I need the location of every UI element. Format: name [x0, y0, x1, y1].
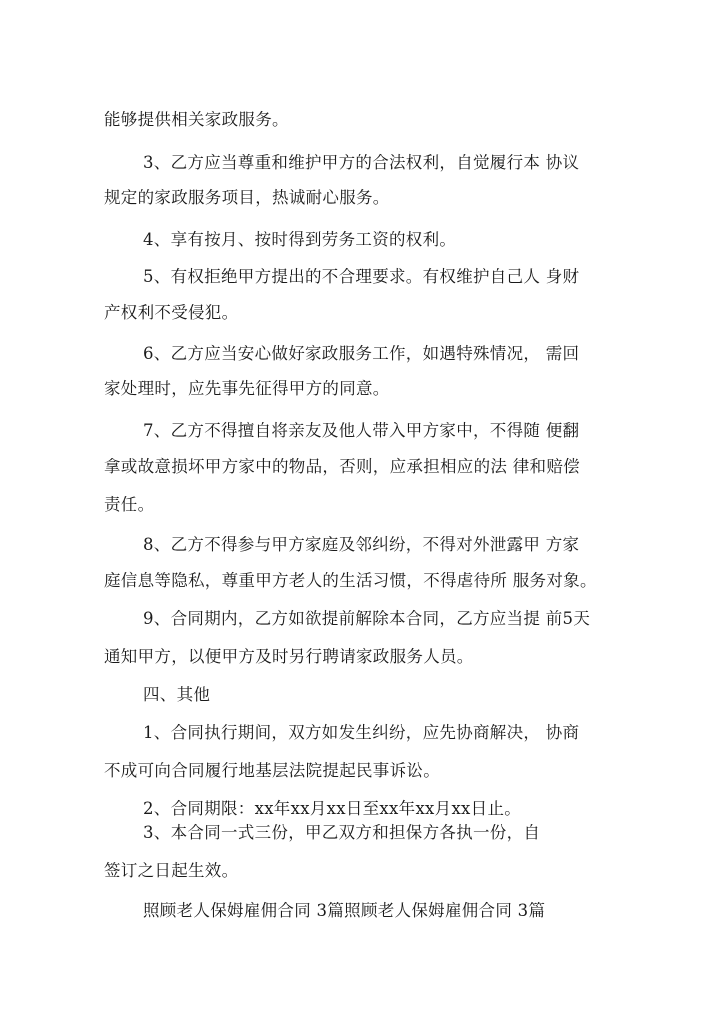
clause-7-line-1: 7、乙方不得擅自将亲友及他人带入甲方家中，不得随 便翻 [143, 421, 580, 440]
clause-5-line-2: 产权利不受侵犯。 [104, 303, 239, 322]
clause-9-line-2: 通知甲方，以便甲方及时另行聘请家政服务人员。 [104, 647, 474, 666]
clause-8-line-2: 庭信息等隐私，尊重甲方老人的生活习惯，不得虐待所 服务对象。 [104, 571, 597, 590]
other-2-line-1: 2、合同期限：xx年xx月xx日至xx年xx月xx日止。 [143, 799, 522, 818]
clause-7-line-3: 责任。 [104, 495, 155, 514]
clause-5-line-1: 5、有权拒绝甲方提出的不合理要求。有权维护自己人 身财 [143, 267, 580, 286]
paragraph-line: 能够提供相关家政服务。 [104, 110, 289, 129]
clause-4-line-1: 4、享有按月、按时得到劳务工资的权利。 [143, 230, 457, 249]
clause-3-line-1: 3、乙方应当尊重和维护甲方的合法权利，自觉履行本 协议 [143, 153, 580, 172]
footer-title: 照顾老人保姆雇佣合同 3篇照顾老人保姆雇佣合同 3篇 [143, 901, 546, 920]
clause-7-line-2: 拿或故意损坏甲方家中的物品，否则，应承担相应的法 律和赔偿 [104, 457, 580, 476]
clause-3-line-2: 规定的家政服务项目，热诚耐心服务。 [104, 188, 390, 207]
clause-6-line-1: 6、乙方应当安心做好家政服务工作，如遇特殊情况， 需回 [143, 344, 580, 363]
clause-8-line-1: 8、乙方不得参与甲方家庭及邻纠纷，不得对外泄露甲 方家 [143, 535, 580, 554]
other-3-line-1: 3、本合同一式三份，甲乙双方和担保方各执一份，自 [143, 823, 541, 842]
other-1-line-2: 不成可向合同履行地基层法院提起民事诉讼。 [104, 761, 440, 780]
clause-6-line-2: 家处理时，应先事先征得甲方的同意。 [104, 379, 390, 398]
other-1-line-1: 1、合同执行期间，双方如发生纠纷，应先协商解决， 协商 [143, 723, 580, 742]
section-heading: 四、其他 [143, 685, 211, 704]
other-3-line-2: 签订之日起生效。 [104, 861, 239, 880]
clause-9-line-1: 9、合同期内，乙方如欲提前解除本合同，乙方应当提 前5天 [143, 609, 591, 628]
